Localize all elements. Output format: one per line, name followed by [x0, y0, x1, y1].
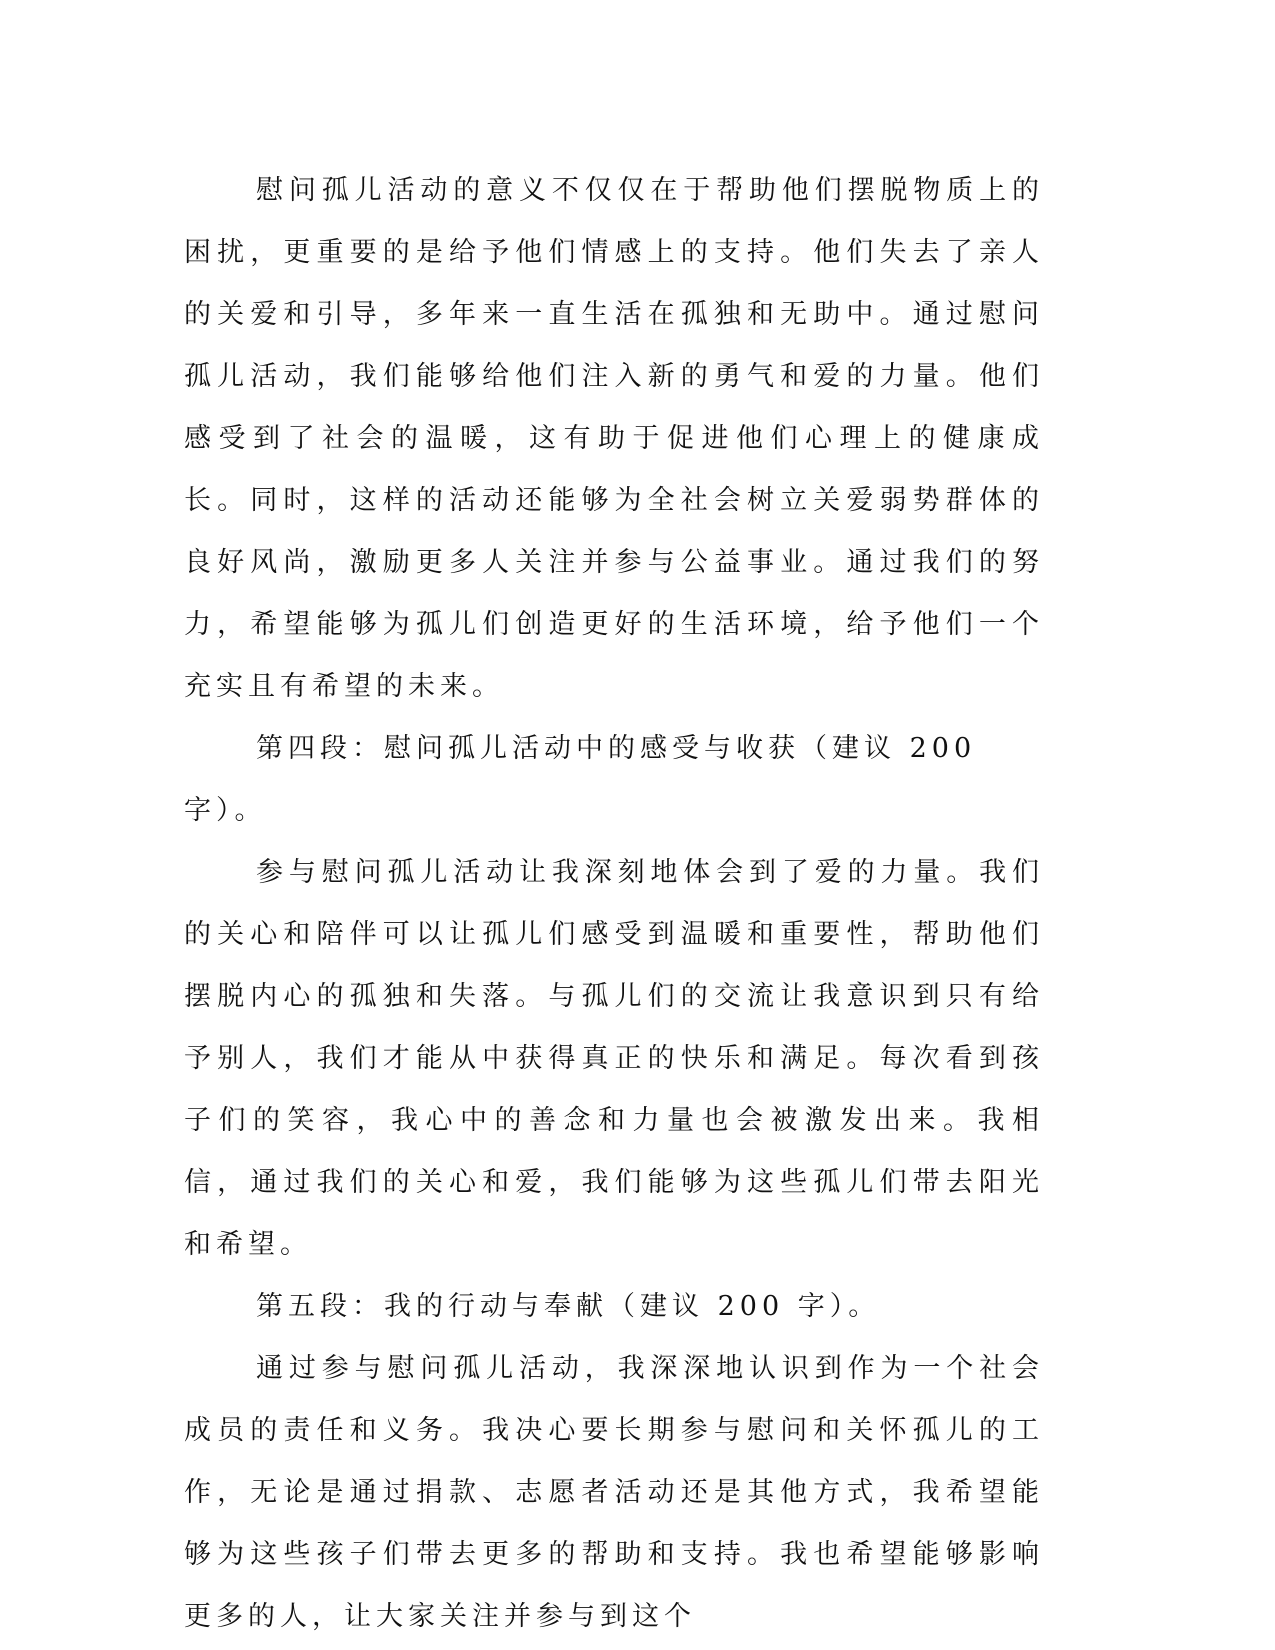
- paragraph-actions: 通过参与慰问孤儿活动，我深深地认识到作为一个社会成员的责任和义务。我决心要长期参与慰问和关怀孤儿的工作，无论是通过捐款、志愿者活动还是其他方式，我希望能够为这些孩子们带去更多的帮助和支持。我也希望能够影响更多的人，让大家关注并参与到这个: [184, 1353, 1044, 1632]
- paragraph-feelings: 参与慰问孤儿活动让我深刻地体会到了爱的力量。我们的关心和陪伴可以让孤儿们感受到温暖和重要性，帮助他们摆脱内心的孤独和失落。与孤儿们的交流让我意识到只有给予别人，我们才能从中获得真正的快乐和满足。每次看到孩子们的笑容，我心中的善念和力量也会被激发出来。我相信，通过我们的关心和爱，我们能够为这些孤儿们带去阳光和希望。: [184, 857, 1044, 1260]
- section-heading-4: 第四段：慰问孤儿活动中的感受与收获（建议 200 字）。: [184, 733, 977, 826]
- paragraph-significance: 慰问孤儿活动的意义不仅仅在于帮助他们摆脱物质上的困扰，更重要的是给予他们情感上的支持。他们失去了亲人的关爱和引导，多年来一直生活在孤独和无助中。通过慰问孤儿活动，我们能够给他们注入新的勇气和爱的力量。他们感受到了社会的温暖，这有助于促进他们心理上的健康成长。同时，这样的活动还能够为全社会树立关爱弱势群体的良好风尚，激励更多人关注并参与公益事业。通过我们的努力，希望能够为孤儿们创造更好的生活环境，给予他们一个充实且有希望的未来。: [184, 175, 1044, 702]
- section-heading-5: 第五段：我的行动与奉献（建议 200 字）。: [256, 1291, 881, 1322]
- document-body: [184, 160, 1044, 1648]
